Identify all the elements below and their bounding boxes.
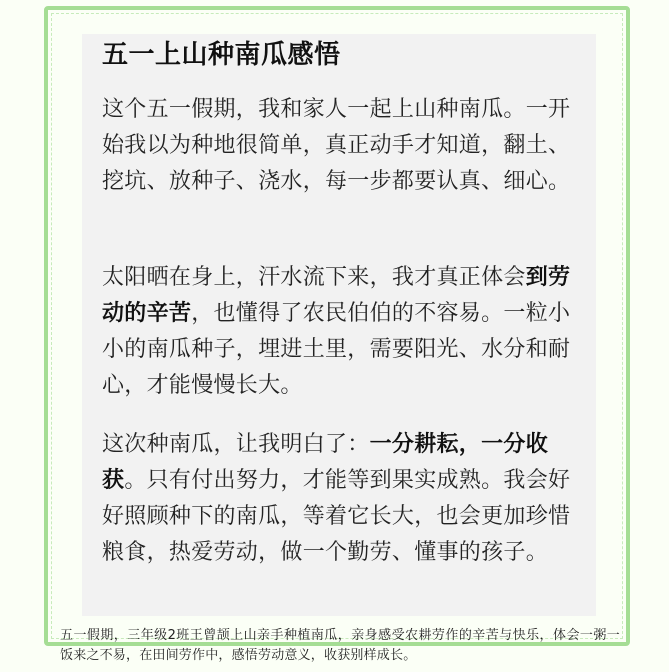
page-title: 五一上山种南瓜感悟 bbox=[102, 40, 341, 70]
paragraph-3-emphasis: 一分耕耘，一分收获 bbox=[102, 432, 549, 493]
paragraph-3-text-end: 。只有付出努力，才能等到果实成熟。我会好好照顾种下的南瓜，等着它长大，也会更加珍惜粮食，热爱劳动，做一个勤劳、懂事的孩子。 bbox=[102, 468, 571, 565]
paragraph-3 bbox=[102, 427, 572, 571]
paragraph-1: 这个五一假期，我和家人一起上山种南瓜。一开始我以为种地很简单，真正动手才知道，翻土、挖坑、放种子、浇水，每一步都要认真、细心。 bbox=[102, 97, 571, 194]
paragraph-2-text-end: ，也懂得了农民伯伯的不容易。一粒小小的南瓜种子，埋进土里，需要阳光、水分和耐心，才能慢慢长大。 bbox=[102, 301, 571, 398]
paragraph-2 bbox=[102, 260, 572, 404]
paragraph-3-text: 这次种南瓜，让我明白了： bbox=[102, 432, 370, 457]
paragraph-2-emphasis: 到劳动的辛苦 bbox=[102, 265, 571, 326]
paragraph-2-text: 太阳晒在身上，汗水流下来，我才真正体会 bbox=[102, 265, 526, 290]
caption: 五一假期，三年级2班王曾颉上山亲手种植南瓜，亲身感受农耕劳作的辛苦与快乐，体会一粥一饭来之不易，在田间劳作中，感悟劳动意义，收获别样成长。 bbox=[60, 628, 620, 663]
